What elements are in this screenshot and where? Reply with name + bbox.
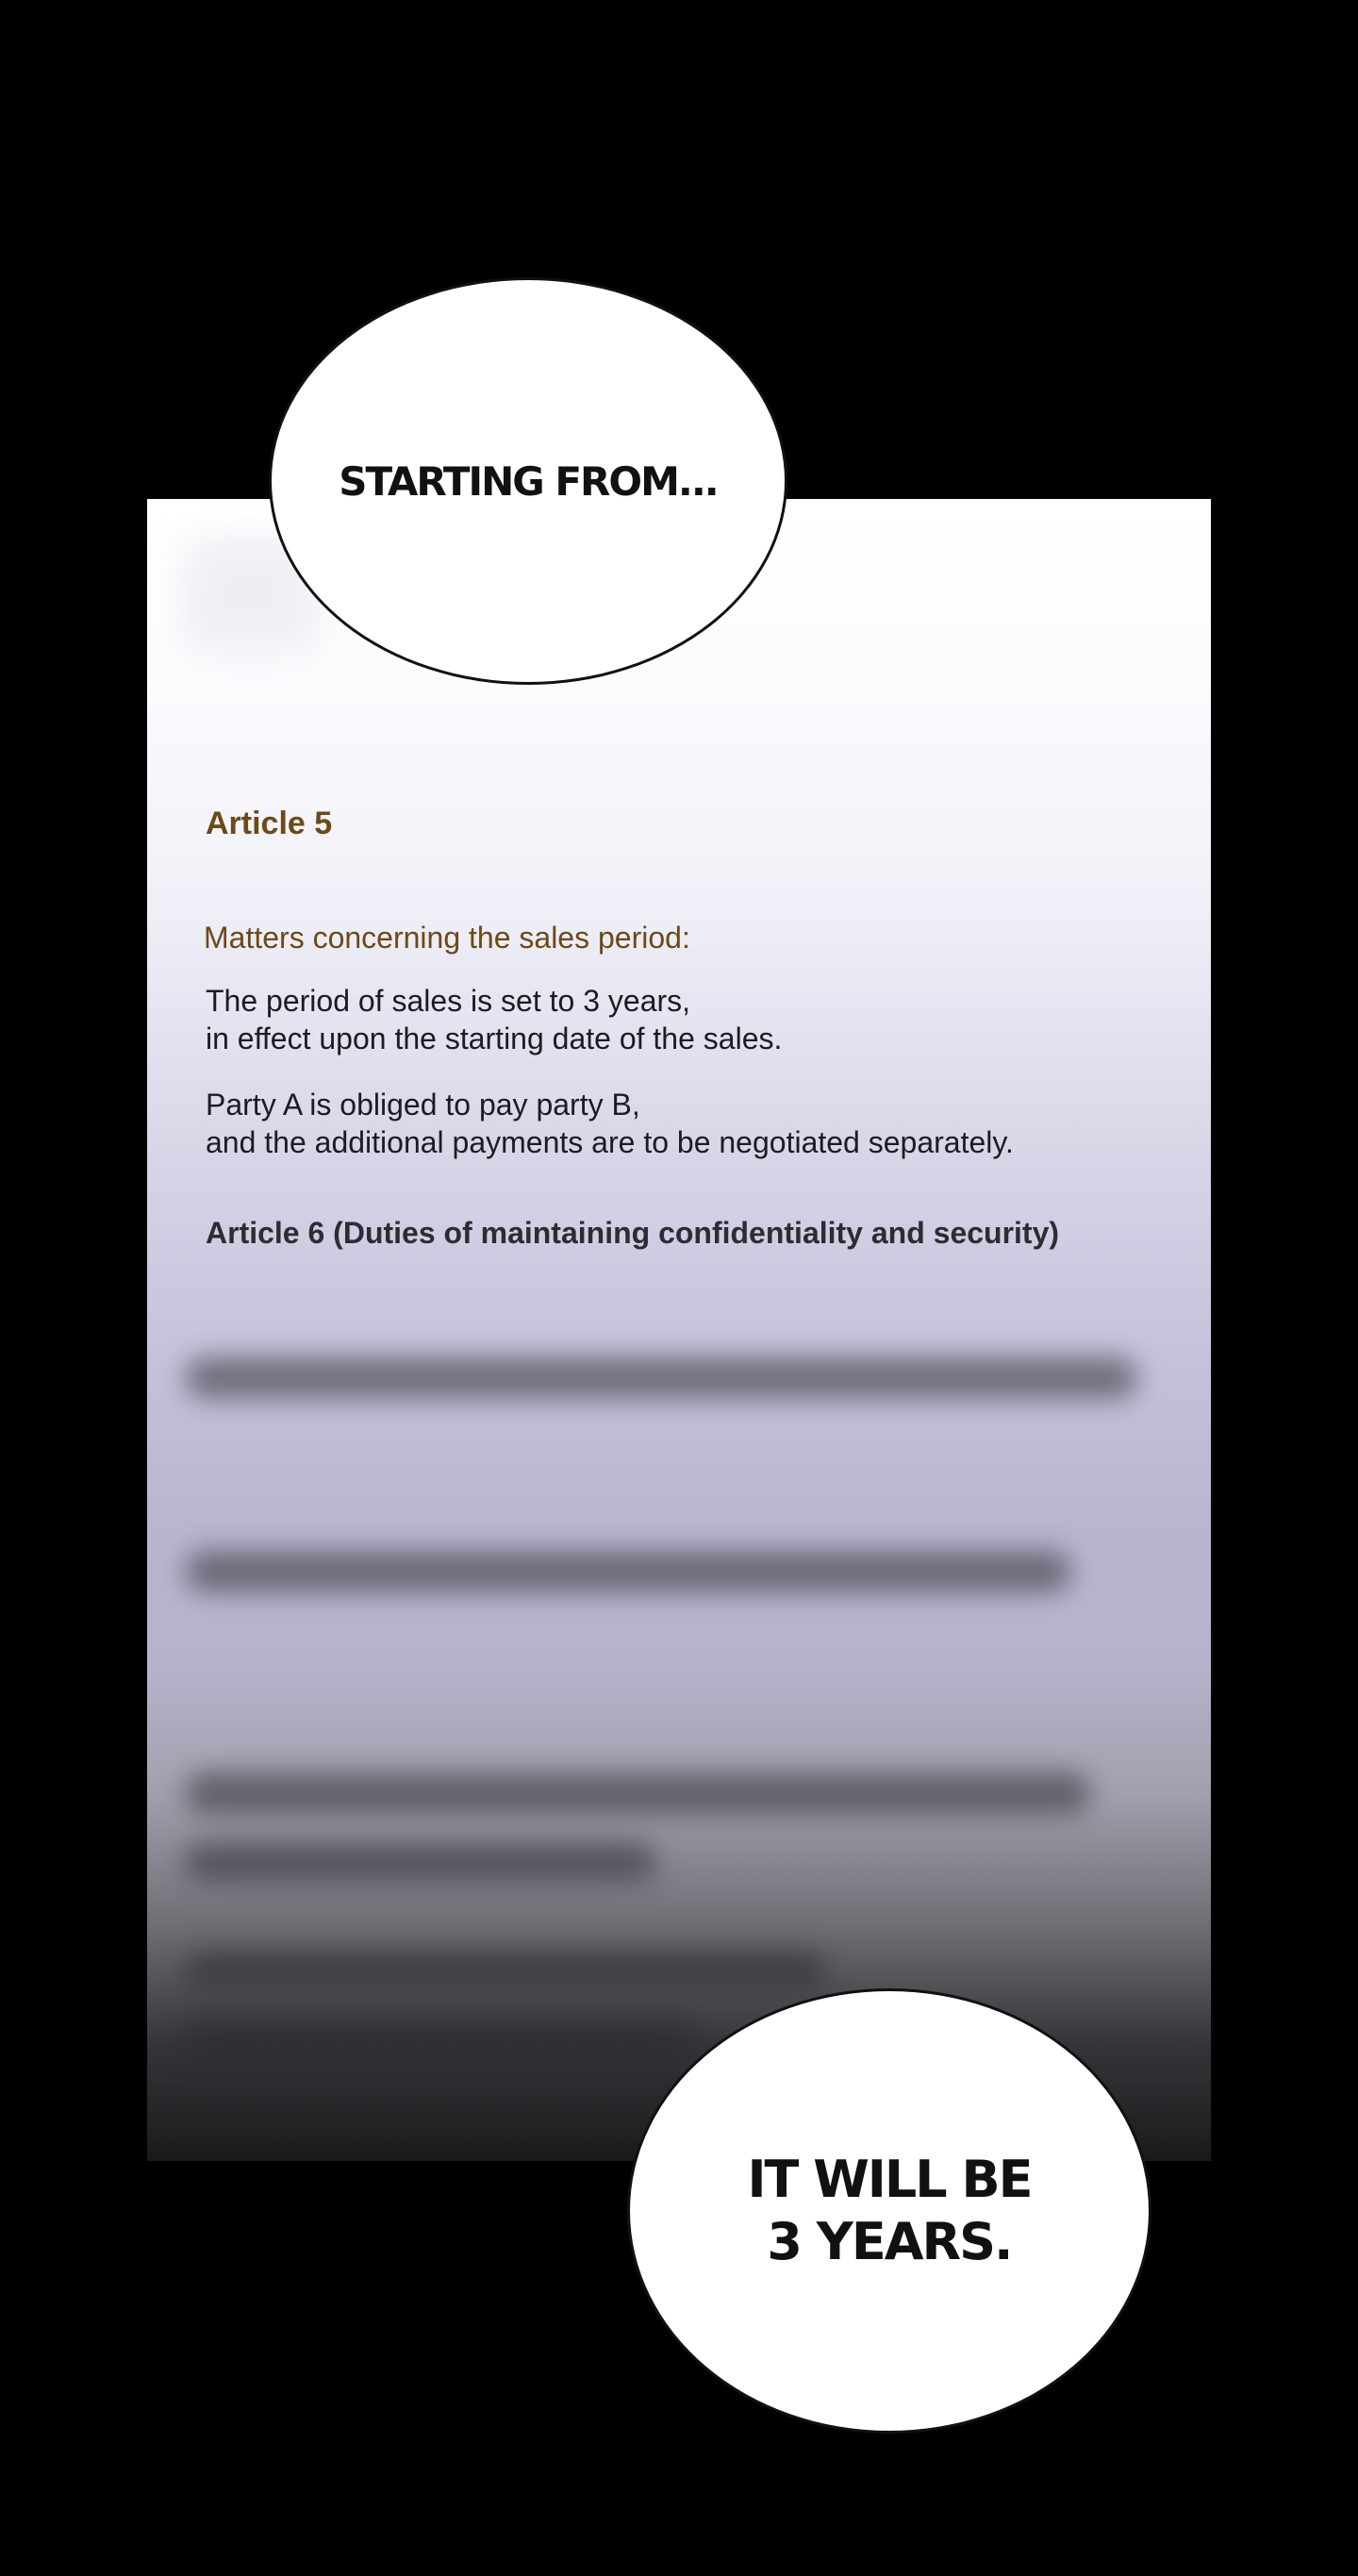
speech-bubble-bottom <box>627 1988 1151 2434</box>
matters-heading: Matters concerning the sales period: <box>204 921 690 955</box>
paragraph-payment-line-1: Party A is obliged to pay party B, <box>206 1088 640 1122</box>
article-5-heading: Article 5 <box>206 806 333 841</box>
article-6-heading: Article 6 (Duties of maintaining confidentiality and security) <box>206 1216 1060 1250</box>
blurred-text-line <box>185 1843 656 1881</box>
speech-bubble-bottom-text-line-2: 3 YEARS. <box>767 2212 1012 2271</box>
blurred-text-line <box>185 1357 1137 1399</box>
blurred-text-line <box>185 1551 1071 1592</box>
paragraph-payment-line-2: and the additional payments are to be negotiated separately. <box>206 1125 1014 1159</box>
contract-document <box>147 499 1211 2161</box>
blurred-text-line <box>185 1952 826 1989</box>
speech-bubble-top <box>269 277 787 685</box>
blurred-text-line <box>185 2018 694 2055</box>
paragraph-sales-period-line-2: in effect upon the starting date of the sales. <box>206 1022 783 1055</box>
speech-bubble-top-text: STARTING FROM... <box>339 457 718 505</box>
paragraph-sales-period-line-1: The period of sales is set to 3 years, <box>206 984 691 1018</box>
speech-bubble-bottom-text-line-1: IT WILL BE <box>747 2150 1032 2209</box>
blurred-text-line <box>185 1772 1090 1814</box>
